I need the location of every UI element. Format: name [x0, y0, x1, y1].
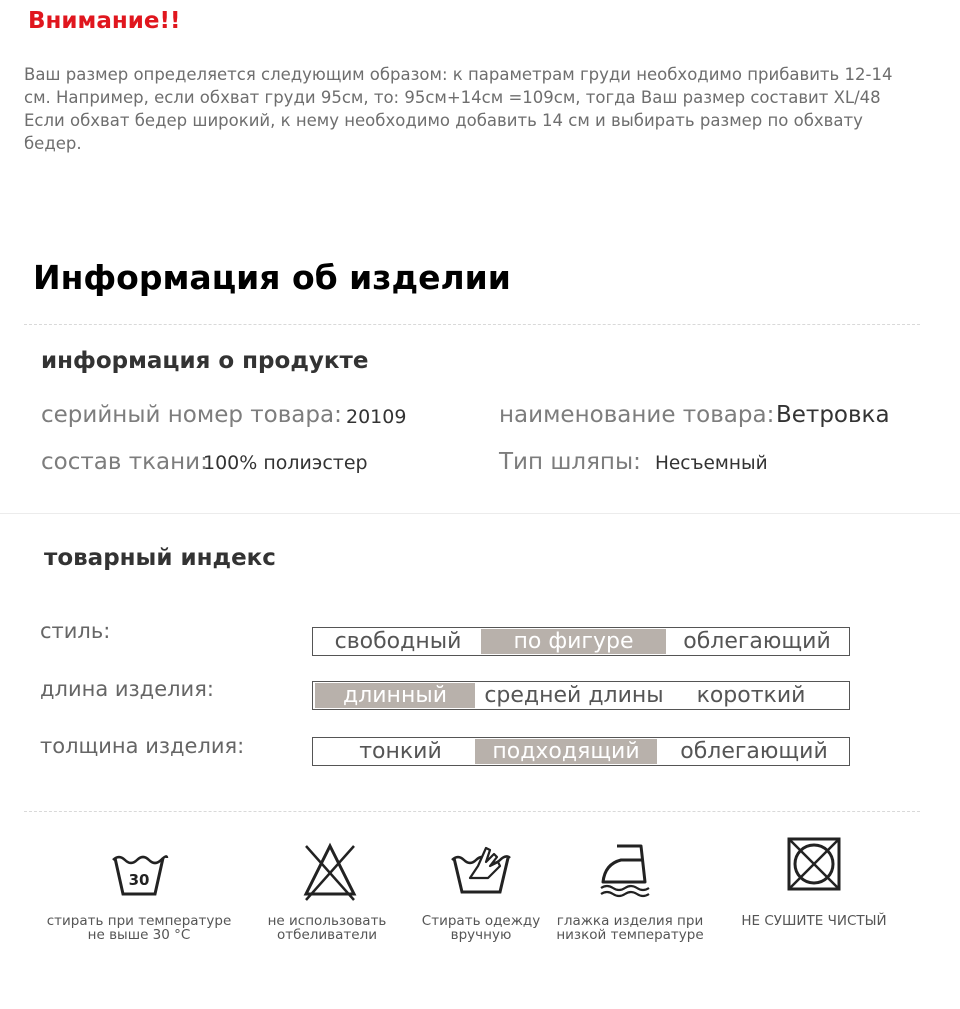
hood-type-label: Тип шляпы:: [499, 449, 641, 475]
care-caption-line: глажка изделия при: [556, 913, 704, 929]
care-caption-line: Стирать одежду: [421, 913, 541, 929]
care-caption-line: низкой температуре: [556, 927, 704, 943]
care-caption-line: не выше 30 °C: [87, 927, 191, 943]
scale-option: тонкий: [359, 739, 442, 764]
care-caption: [535, 914, 725, 942]
hand-wash-icon: [448, 836, 514, 906]
instruction-line: Если обхват бедер широкий, к нему необходимо добавить 14 см и выбирать размер по обхвату: [24, 111, 863, 130]
product-index-heading: товарный индекс: [44, 545, 276, 571]
style-scale: [312, 627, 850, 656]
scale-option: облегающий: [680, 739, 828, 764]
care-item: [44, 830, 234, 942]
care-item: [719, 830, 909, 928]
care-caption: [719, 914, 909, 928]
care-caption-line: не использовать: [267, 913, 387, 929]
divider: [24, 811, 920, 812]
length-scale: [312, 681, 850, 710]
hood-type-value: Несъемный: [655, 453, 768, 474]
thickness-label: толщина изделия:: [40, 734, 245, 758]
care-caption-line: стирать при температуре: [46, 913, 232, 929]
scale-option-selected: подходящий: [475, 739, 657, 764]
scale-option-selected: по фигуре: [481, 629, 666, 654]
scale-option: облегающий: [683, 629, 831, 654]
product-name-label: наименование товара:: [499, 402, 775, 428]
serial-label: серийный номер товара:: [41, 402, 342, 428]
divider: [24, 324, 920, 325]
serial-value: 20109: [346, 406, 407, 428]
scale-option-selected: длинный: [315, 683, 475, 708]
thickness-scale: [312, 737, 850, 766]
product-name-value: Ветровка: [776, 402, 890, 428]
care-caption-line: НЕ СУШИТЕ ЧИСТЫЙ: [741, 913, 887, 929]
scale-option: свободный: [334, 629, 462, 654]
fabric-label: состав ткани:: [41, 449, 208, 475]
scale-option: средней длины: [484, 683, 664, 708]
care-caption: [44, 914, 234, 942]
care-caption-line: отбеливатели: [277, 927, 377, 943]
size-instructions: [24, 63, 924, 155]
divider: [0, 513, 960, 514]
instruction-line: бедер.: [24, 134, 82, 153]
style-label: стиль:: [40, 619, 111, 643]
no-dry-clean-icon: [784, 834, 844, 894]
length-label: длина изделия:: [40, 677, 214, 701]
instruction-line: см. Например, если обхват груди 95см, то: 95см+14см =109см, тогда Ваш размер составит XL/48: [24, 88, 881, 107]
scale-option: короткий: [696, 683, 806, 708]
care-caption-line: вручную: [450, 927, 512, 943]
warning-title: Внимание!!: [28, 8, 181, 34]
iron-low-icon: [597, 836, 657, 906]
page-title: Информация об изделии: [33, 258, 511, 297]
fabric-value: 100% полиэстер: [203, 452, 368, 474]
no-bleach-icon: [300, 840, 360, 910]
product-info-heading: информация о продукте: [41, 348, 369, 374]
wash-30-icon: [109, 840, 169, 910]
instruction-line: Ваш размер определяется следующим образом: к параметрам груди необходимо прибавить 12-14: [24, 65, 893, 84]
wash-temp-badge: 30: [128, 871, 150, 889]
care-item: [535, 830, 725, 942]
